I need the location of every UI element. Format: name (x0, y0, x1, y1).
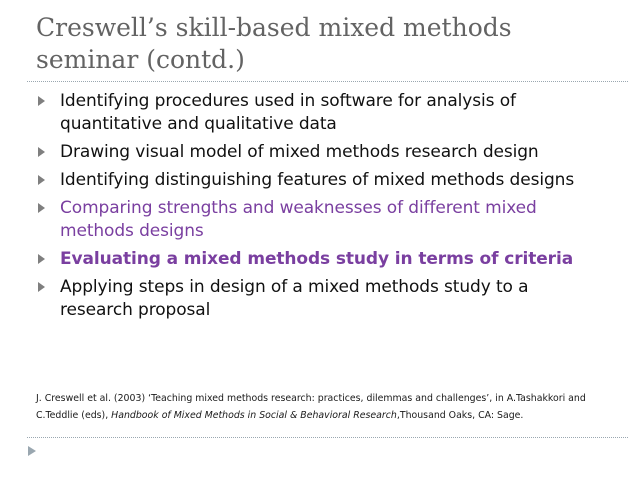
bullet-list (36, 90, 596, 327)
triangle-bullet-icon (38, 282, 45, 292)
bullet-item (36, 141, 596, 164)
triangle-bullet-icon (38, 203, 45, 213)
bullet-text: Identifying distinguishing features of mixed methods designs (60, 170, 575, 190)
triangle-arrow-icon (28, 446, 36, 456)
reference-citation (36, 390, 618, 424)
title-line-1: Creswell’s skill-based mixed methods (36, 13, 512, 42)
triangle-bullet-icon (38, 175, 45, 185)
reference-authors: J. Creswell et al. (2003) ‘Teaching mixed methods research: practices, dilemmas and challenges’, in A.Tashakkori and C.Teddlie (eds), (36, 393, 586, 421)
triangle-bullet-icon (38, 254, 45, 264)
bullet-text: Drawing visual model of mixed methods research design (60, 142, 539, 162)
bullet-item (36, 276, 596, 322)
reference-book-title: Handbook of Mixed Methods in Social & Behavioral Research (111, 410, 397, 421)
bullet-text: Comparing strengths and weaknesses of different mixed methods designs (60, 198, 537, 241)
bullet-item (36, 169, 596, 192)
triangle-bullet-icon (38, 147, 45, 157)
bullet-text: Evaluating a mixed methods study in terms of criteria (60, 249, 574, 269)
bullet-item (36, 90, 596, 136)
bullet-item-emphasized (36, 248, 596, 271)
bullet-text: Applying steps in design of a mixed methods study to a research proposal (60, 277, 529, 320)
bullet-item-highlighted (36, 197, 596, 243)
title-divider (27, 81, 628, 82)
reference-publisher: ,Thousand Oaks, CA: Sage. (396, 410, 524, 421)
bullet-text: Identifying procedures used in software for analysis of quantitative and qualitative data (60, 91, 516, 134)
slide-title (36, 12, 616, 76)
footer-divider (27, 437, 628, 438)
triangle-bullet-icon (38, 96, 45, 106)
title-line-2: seminar (contd.) (36, 45, 245, 74)
